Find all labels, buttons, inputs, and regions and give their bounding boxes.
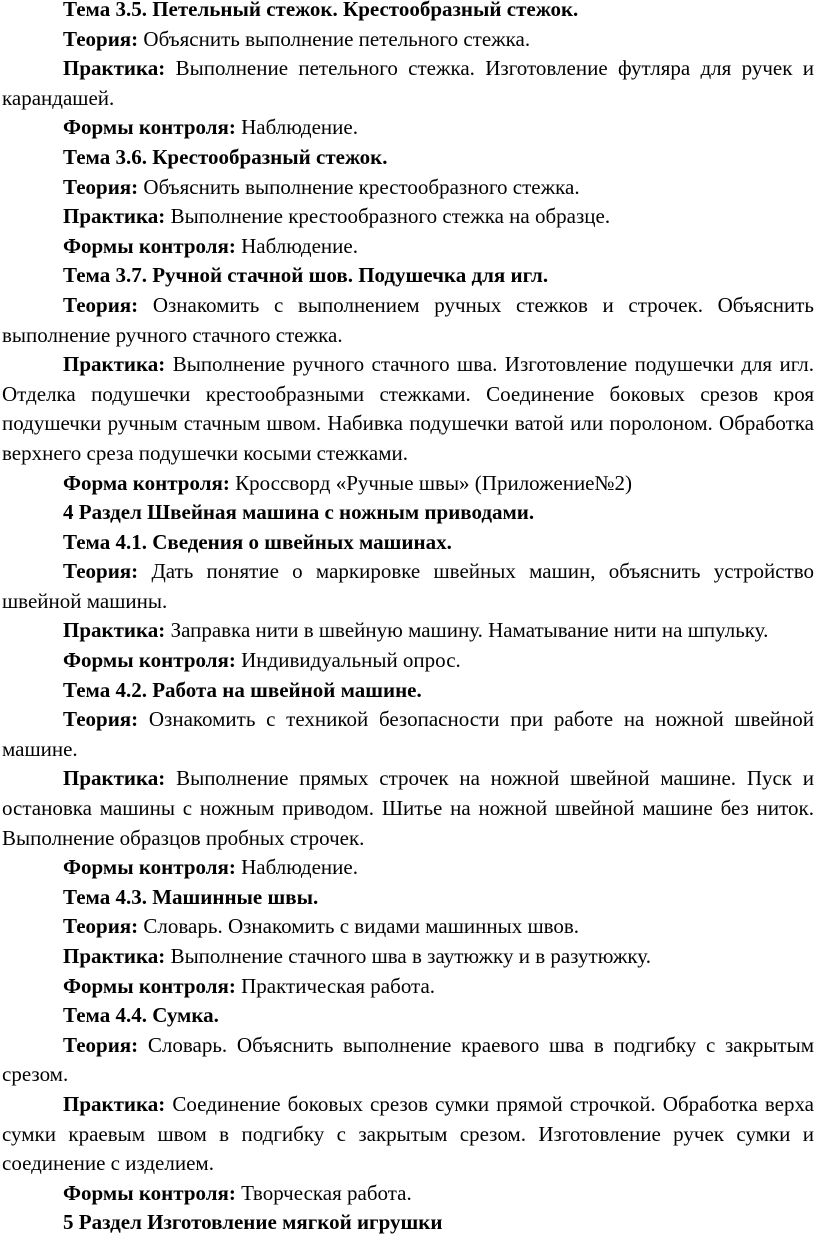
paragraph-text: Ознакомить с техникой безопасности при работе на ножной швейной машине. [2, 707, 814, 761]
paragraph-text: Дать понятие о маркировке швейных машин, объяснить устройство швейной машины. [2, 559, 815, 613]
paragraph [2, 616, 814, 646]
paragraph-label: Теория: [63, 559, 139, 584]
topic-heading: Тема 3.5. Петельный стежок. Крестообразный стежок. [63, 0, 579, 21]
paragraph-text: Выполнение стачного шва в заутюжку и в разутюжку. [170, 944, 651, 968]
paragraph [2, 232, 814, 262]
paragraph-text: Словарь. Объяснить выполнение краевого шва в подгибку с закрытым срезом. [2, 1032, 815, 1087]
paragraph-label: Теория: [63, 174, 139, 199]
paragraph [2, 1031, 814, 1090]
paragraph-text: Заправка нити в швейную машину. Наматывание нити на шпульку. [170, 618, 769, 643]
paragraph-text: Выполнение крестообразного стежка на образце. [170, 204, 611, 229]
paragraph-text: Ознакомить с выполнением ручных стежков и строчек. Объяснить выполнение ручного стачного стежка. [2, 292, 815, 347]
paragraph-text: Наблюдение. [241, 233, 358, 258]
paragraph-text: Индивидуальный опрос. [241, 648, 461, 673]
paragraph [2, 469, 814, 499]
paragraph-label: Формы контроля: [63, 115, 236, 140]
topic-heading: Тема 4.3. Машинные швы. [63, 884, 319, 909]
paragraph-label: Формы контроля: [63, 233, 236, 258]
paragraph [2, 912, 814, 942]
paragraph [2, 25, 814, 55]
paragraph [2, 54, 814, 113]
topic-heading: Тема 4.4. Сумка. [63, 1003, 219, 1028]
paragraph-label: Формы контроля: [63, 648, 236, 673]
paragraph-label: Практика: [63, 618, 166, 643]
paragraph-label: Теория: [63, 292, 139, 317]
paragraph [2, 173, 814, 203]
paragraph [2, 705, 814, 764]
paragraph [2, 113, 814, 143]
paragraph-text: Выполнение петельного стежка. Изготовление футляра для ручек и карандашей. [2, 56, 815, 110]
topic-heading: Тема 3.7. Ручной стачной шов. Подушечка для игл. [63, 263, 549, 288]
topic-heading: Тема 4.2. Работа на швейной машине. [63, 677, 422, 702]
paragraph-label: Практика: [63, 1091, 166, 1116]
paragraph [2, 1090, 814, 1179]
paragraph [2, 202, 814, 232]
paragraph-label: Формы контроля: [63, 973, 236, 998]
paragraph-text: Объяснить выполнение петельного стежка. [143, 26, 531, 51]
paragraph [2, 557, 814, 616]
paragraph-label: Практика: [63, 204, 166, 229]
paragraph-label: Теория: [63, 26, 139, 51]
paragraph-label: Практика: [63, 352, 166, 377]
paragraph-text: Выполнение прямых строчек на ножной швейной машине. Пуск и остановка машины с ножным приводом. Шитье на ножной швейной машине без ниток. Выполнение образцов пробных строчек. [2, 766, 814, 850]
paragraph [2, 291, 814, 350]
paragraph-text: Наблюдение. [241, 115, 358, 140]
paragraph-text: Наблюдение. [241, 855, 358, 880]
paragraph-label: Теория: [63, 914, 139, 939]
paragraph [2, 972, 814, 1002]
section-heading: 5 Раздел Изготовление мягкой игрушки [63, 1210, 443, 1235]
paragraph-label: Теория: [63, 707, 139, 732]
paragraph-label: Практика: [63, 56, 166, 81]
topic-heading: Тема 3.6. Крестообразный стежок. [63, 144, 388, 169]
paragraph [2, 853, 814, 883]
paragraph-text: Выполнение ручного стачного шва. Изготовление подушечки для игл. Отделка подушечки крестообразными стежками. Соединение боковых срезов кроя подушечки ручным стачным швом. Набивка подушечки ватой или поролоном. Обработка верхнего среза подушечки косыми стежками. [2, 352, 814, 465]
paragraph [2, 942, 814, 972]
topic-heading: Тема 4.1. Сведения о швейных машинах. [63, 529, 452, 554]
section-heading: 4 Раздел Швейная машина с ножным приводами. [63, 500, 535, 525]
paragraph-text: Практическая работа. [241, 973, 436, 998]
paragraph-label: Формы контроля: [63, 855, 236, 880]
paragraph-label: Теория: [63, 1032, 139, 1057]
paragraph-label: Форма контроля: [63, 470, 230, 495]
paragraph-text: Словарь. Ознакомить с видами машинных швов. [143, 914, 580, 939]
paragraph-text: Кроссворд «Ручные швы» (Приложение№2) [235, 470, 633, 495]
paragraph-text: Соединение боковых срезов сумки прямой строчкой. Обработка верха сумки краевым швом в подгибку с закрытым срезом. Изготовление ручек сумки и соединение с изделием. [2, 1091, 815, 1176]
paragraph [2, 350, 814, 468]
paragraph [2, 1179, 814, 1209]
paragraph-text: Объяснить выполнение крестообразного стежка. [143, 174, 580, 199]
paragraph-label: Практика: [63, 944, 166, 968]
paragraph [2, 646, 814, 676]
paragraph [2, 764, 814, 853]
paragraph-label: Формы контроля: [63, 1180, 236, 1205]
paragraph-label: Практика: [63, 766, 166, 791]
paragraph-text: Творческая работа. [241, 1180, 412, 1205]
